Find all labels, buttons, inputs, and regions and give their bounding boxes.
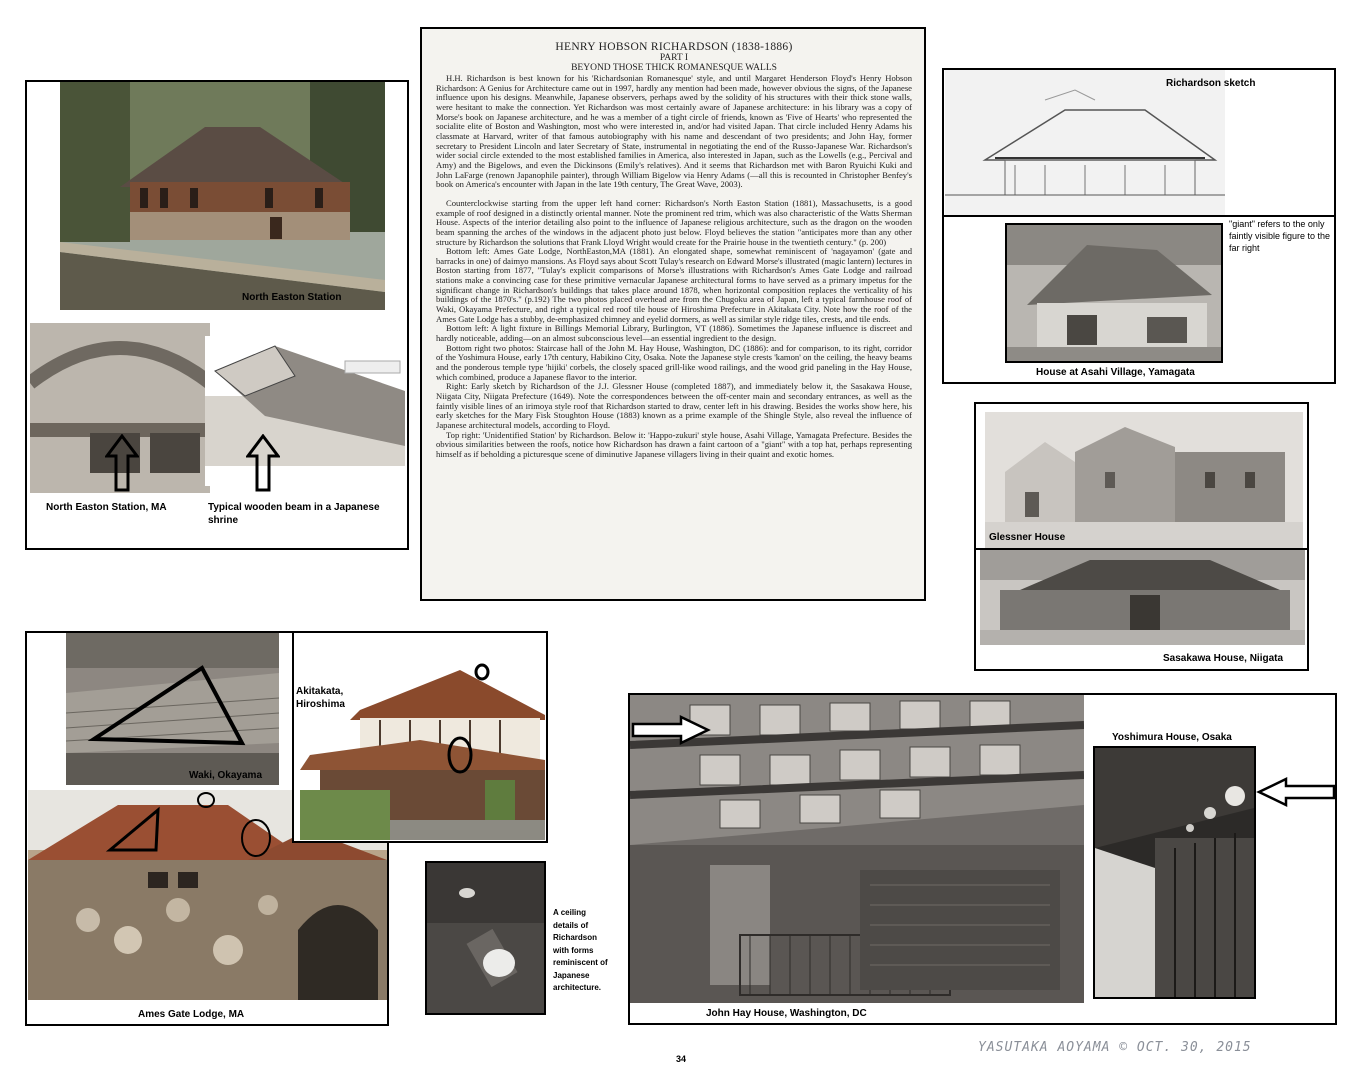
left-arrow-icon [1256, 777, 1336, 807]
giant-note: "giant" refers to the only faintly visible figure to the far right [1229, 219, 1331, 253]
yoshimura-caption: Yoshimura House, Osaka [1112, 732, 1232, 743]
asahi-village-house-photo [1005, 223, 1223, 363]
richardson-sketch-caption: Richardson sketch [1166, 78, 1256, 89]
waki-caption: Waki, Okayama [189, 770, 263, 781]
article-paragraph: H.H. Richardson is best known for his 'Richardsonian Romanesque' style, and until Margaret Henderson Floyd's Henry Hobson Richardson: A Genius for Architecture came out in 1997, hardly any mention had been made, however obvious the signs, of the Japanese influence upon his designs. Meanwhile, Japanese observers, perhaps awed by the solidity of his structures with their thick stone walls, were hesitant to make the connection. Yet Richardson was most certainly aware of Japanese architecture: in his library was a copy of Morse's book on Japanese architecture, and he was a member of a tight circle of friends, known as 'Five of Hearts' who represented the socialite elite of Boston and Washington, most who were interested in, and/or had visited Japan. That circle included Henry Adams his classmate at Harvard, writer of that famous autobiography with his name and descendant of two presidents; and John Hay, former secretary to President Lincoln and later Secretary of State, instrumental in negotiating the end of the Russo-Japanese War. Richardson's wider social circle extended to the most established families in America, also interested in Japan, such as the Lowells (e.g., Percival and Amy) and the Bigelows, and even the Dickinsons (Emily's relatives). And it seems that Richardson met with Baron Ryuichi Kuki and John LaFarge (renown Japanophile painter), through William Bigelow via Henry Adams (—all this is recounted in Christopher Benfey's book on America's encounter with Japan in the late 19th century, The Great Wave, 2003). [436, 73, 912, 190]
article-paragraph: Counterclockwise starting from the upper left hand corner: Richardson's North Easton Station (1881), Massachusetts, is a good example of roof designed in a distinctly oriental manner. Note the prominent red trim, which was also characteristic of the Watts Sherman House. Aspects of the interior detailing also point to the influence of Japanese religious architecture, such as the dragon on the wooden beam spanning the arches of the windows in the adjacent photo just below. Floyd believes the station "anticipates more than any other structure by Richardson the solutions that Frank Lloyd Wright would create for the Prairie house in the twentieth century." (p. 200) [436, 197, 912, 247]
north-easton-ma-caption: North Easton Station, MA [46, 502, 167, 513]
john-hay-caption: John Hay House, Washington, DC [706, 1008, 867, 1019]
waki-roof-photo [66, 633, 279, 785]
glessner-house-sketch [985, 412, 1303, 548]
article-part: PART I [659, 53, 689, 63]
sketch-divider [942, 215, 1336, 217]
japanese-beam-photo [205, 336, 405, 486]
article-paragraph: Bottom left: A light fixture in Billings Memorial Library, Burlington, VT (1886). Sometimes the Japanese influence is discreet and hardly noticeable, adding—on an almost subconscious level—an essential ingredient to the design. [436, 323, 912, 344]
up-arrow-icon [105, 434, 139, 492]
sasakawa-house-photo [980, 550, 1305, 645]
right-arrow-icon [631, 715, 711, 745]
up-arrow-icon [246, 434, 280, 492]
wooden-beam-caption: Typical wooden beam in a Japanese shrine [208, 502, 380, 526]
yoshimura-house-photo [1093, 746, 1256, 999]
article-title: HENRY HOBSON RICHARDSON (1838-1886) [555, 41, 793, 53]
glessner-house-caption: Glessner House [989, 532, 1066, 543]
article-subtitle: BEYOND THOSE THICK ROMANESQUE WALLS [571, 63, 777, 73]
article-paragraph: Top right: 'Unidentified Station' by Richardson. Below it: 'Happo-zukuri' style house, Asahi Village, Yamagata Prefecture. Besides the obvious similarities between the roofs, notice how Richardson has drawn a faint cartoon of a "giant" with a top hat, perhaps representing himself as if beholding a picturesque scene of diminutive Japanese villagers living in their quaint and exotic homes. [436, 429, 912, 459]
richardson-sketch-image [945, 70, 1225, 215]
ceiling-details-caption: A ceiling details of Richardson with forms reminiscent of Japanese architecture. [553, 908, 608, 992]
article-paragraph: Bottom right two photos: Staircase hall of the John M. Hay House, Washington, DC (1886): and for comparison, to its right, corridor of the Yoshimura House, early 17th century, Habikino City, Osaka. Note the Japanese style crests 'kamon' on the ceiling, the heavy beams and the ponderous temple type 'hijiki' corbels, the closely spaced grill-like wood railings, and the wood grid paneling in the Hay House, which combined, produce a Japanese flavor to the interior. [436, 342, 912, 382]
article-text-panel [420, 27, 926, 601]
ames-gate-caption: Ames Gate Lodge, MA [138, 1009, 245, 1020]
akitakata-caption: Akitakata, Hiroshima [296, 686, 345, 710]
north-easton-station-caption: North Easton Station [242, 292, 342, 303]
page-number: 34 [676, 1054, 687, 1064]
ceiling-light-fixture-photo [427, 863, 544, 1013]
sasakawa-house-caption: Sasakawa House, Niigata [1163, 653, 1284, 664]
asahi-house-caption: House at Asahi Village, Yamagata [1036, 367, 1195, 378]
article-paragraph: Bottom left: Ames Gate Lodge, NorthEaston,MA (1881). An elongated shape, somewhat reminiscent of 'nagayamon' (gate and barracks in one) of daimyo mansions. As Floyd says about Scott Tulay's research on Edward Morse's illustrated (magic lantern) lectures in Boston starting from 1877, "Tulay's explicit comparisons of Morse's illustrations with Richardson's Ames Gate Lodge and railroad stations make a convincing case for these primitive vernacular Japanese architectural forms to have served as a primary impetus for the significant change in Richardson's buildings that takes place around 1878, when horizontal composition replaces the verticality of his buildings of the 1870's." (p.192) The two photos placed overhead are from the Chugoku area of Japan, left a typical farmhouse roof of Waki, Okayama Prefecture, and right a typical red roof tile house of Hiroshima Prefecture in Akitakata City. Note how the roof of the Ames Gate Lodge has a stubby, de-emphasized chimney and eyelid dormers, as well as similar style ridge tiles, crests, and tile ends. [436, 246, 912, 324]
author-signature: YASUTAKA AOYAMA © OCT. 30, 2015 [978, 1040, 1252, 1055]
article-paragraph: Right: Early sketch by Richardson of the J.J. Glessner House (completed 1887), and immediately below it, the Sasakawa House, Niigata City, Niigata Prefecture (1649). Note the correspondences between the off-center main and secondary entrances, as well as the faintly visible lines of an irimoya style roof that Richardson started to draw, center left in his drawing. Besides the works show here, his early sketches for the Mary Fisk Stoughton House (1883) known as a prime example of the Shingle Style, also reveal the influence of Japanese architectural models, according to Floyd. [436, 381, 912, 430]
north-easton-station-photo [60, 82, 385, 310]
